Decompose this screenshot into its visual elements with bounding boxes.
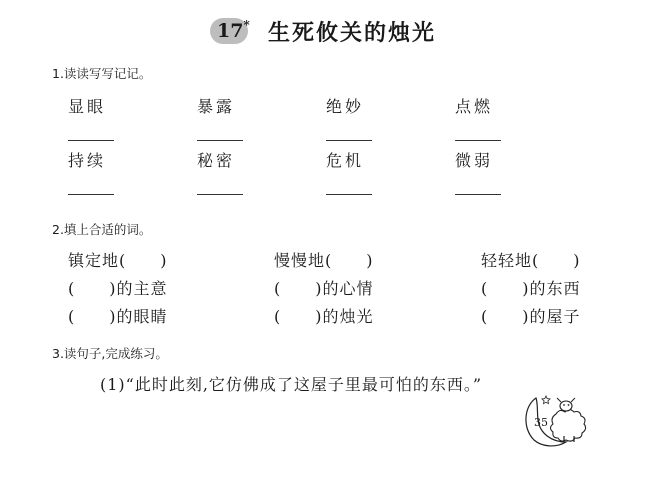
section-3-heading: 3.读句子,完成练习。 (52, 346, 168, 361)
fill-phrase[interactable]: ( )的眼睛 (68, 307, 168, 326)
word-item: 点燃 (455, 97, 494, 116)
answer-blank[interactable] (197, 194, 243, 195)
answer-blank[interactable] (326, 140, 372, 141)
word-item: 微弱 (455, 151, 494, 170)
lesson-mark: * (243, 18, 250, 32)
word-item: 显眼 (68, 97, 107, 116)
section-2-heading: 2.填上合适的词。 (52, 222, 152, 237)
word-item: 绝妙 (326, 97, 365, 116)
fill-phrase[interactable]: ( )的心情 (274, 279, 374, 298)
reading-sentence: (1)“此时此刻,它仿佛成了这屋子里最可怕的东西。” (100, 375, 483, 394)
lesson-number-badge (210, 18, 248, 44)
word-item: 持续 (68, 151, 107, 170)
page-number: 35 (534, 416, 548, 429)
word-item: 秘密 (197, 151, 236, 170)
fill-phrase[interactable]: 镇定地( ) (68, 251, 168, 270)
fill-phrase[interactable]: ( )的主意 (68, 279, 168, 298)
answer-blank[interactable] (197, 140, 243, 141)
section-1-heading: 1.读读写写记记。 (52, 66, 152, 81)
answer-blank[interactable] (455, 140, 501, 141)
answer-blank[interactable] (455, 194, 501, 195)
page-corner-illustration (522, 392, 594, 448)
fill-phrase[interactable]: ( )的屋子 (481, 307, 581, 326)
word-item: 危机 (326, 151, 365, 170)
answer-blank[interactable] (326, 194, 372, 195)
lesson-number: 17 (217, 20, 244, 42)
cartoon-sheep-icon (522, 392, 594, 448)
answer-blank[interactable] (68, 140, 114, 141)
fill-phrase[interactable]: 轻轻地( ) (481, 251, 581, 270)
answer-blank[interactable] (68, 194, 114, 195)
word-item: 暴露 (197, 97, 236, 116)
fill-phrase[interactable]: 慢慢地( ) (274, 251, 374, 270)
fill-phrase[interactable]: ( )的东西 (481, 279, 581, 298)
fill-phrase[interactable]: ( )的烛光 (274, 307, 374, 326)
page-title: 生死攸关的烛光 (268, 21, 437, 46)
